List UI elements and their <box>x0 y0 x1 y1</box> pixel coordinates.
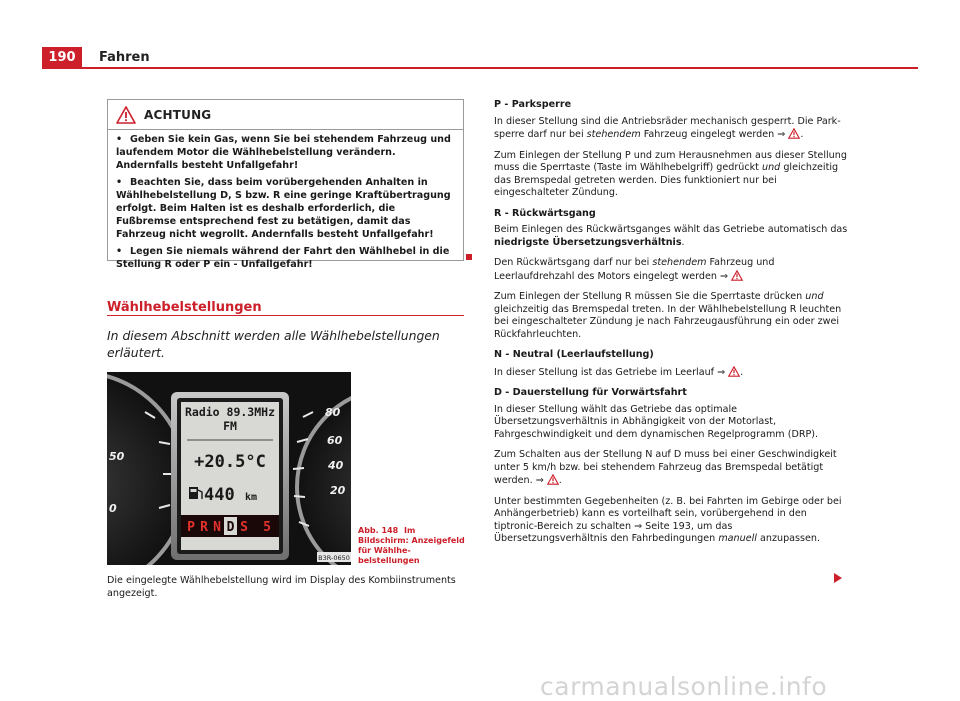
figure-description: Die eingelegte Wählhebelstellung wird im Display des Kombiinstruments angezeigt. <box>107 575 456 599</box>
gear-n: N <box>213 520 221 535</box>
heading-d: D - Dauerstellung für Vorwärtsfahrt <box>494 387 687 398</box>
display-radio: Radio 89.3MHz <box>184 405 276 419</box>
warning-ref-icon[interactable] <box>728 366 740 377</box>
instrument-cluster-figure <box>107 372 351 565</box>
paragraph-n: In dieser Stellung ist das Getriebe im Leerlauf ⇒ . <box>494 366 744 378</box>
gear-p: P <box>187 520 195 535</box>
gauge-label-20: 20 <box>330 484 346 497</box>
warning-header <box>108 100 463 130</box>
paragraph-d1: In dieser Stellung wählt das Getriebe das optimale Übersetzungsverhältnis in Abhängigkeit von der Motorlast, Fahrgeschwindigkeit und dem dynamischen Regelprogramm (DRP). <box>494 403 819 440</box>
display-band: FM <box>223 419 237 433</box>
paragraph-r3: Zum Einlegen der Stellung R müssen Sie die Sperrtaste drücken und gleichzeitig das Bremspedal treten. In der Wählhebelstellung R leuchten bei eingeschalteter Zündung je nach Fahrzeugausführung ein oder zwei Rückfahrleuchten. <box>494 291 842 340</box>
figure-code: B3R-0650 <box>318 554 350 562</box>
chapter-title: Fahren <box>99 50 150 65</box>
section-intro: In diesem Abschnitt werden alle Wählhebelstellungen erläutert. <box>107 328 440 360</box>
warning-item: • Beachten Sie, dass beim vorübergehenden Anhalten in Wählhebelstellung D, S bzw. R eine geringe Kraftübertragung erfolgt. Beim Halten ist es deshalb erforderlich, die Fußbremse entsprechend fest zu betätigen, damit das Fahrzeug nicht wegrollt. Andernfalls besteht Unfallgefahr! <box>116 177 451 240</box>
gauge-label-40: 40 <box>328 459 344 472</box>
gauge-label-50: 50 <box>109 450 125 463</box>
paragraph-d2: Zum Schalten aus der Stellung N auf D muss bei einer Geschwindigkeit unter 5 km/h bzw. bei stehendem Fahrzeug das Bremspedal betätigt werden. ⇒ . <box>494 449 837 486</box>
heading-r: R - Rückwärtsgang <box>494 207 596 219</box>
display-range-unit: km <box>245 492 258 503</box>
figure-caption <box>358 526 468 566</box>
warning-title: ACHTUNG <box>144 107 212 122</box>
gauge-label-80: 80 <box>325 406 341 419</box>
section-end-marker <box>466 254 472 260</box>
gear-s: S <box>240 520 248 535</box>
paragraph-d3: Unter bestimmten Gegebenheiten (z. B. bei Fahrten im Gebirge oder bei Anhängerbetrieb) kann es vorteilhaft sein, vorübergehend in den tiptronic-Bereich zu schalten ⇒ Seite 193, um das Übersetzungsverhältnis den Fahrbedingungen manuell anzupassen. <box>494 495 842 544</box>
right-column <box>494 99 848 554</box>
figure-caption-text: Im Bildschirm: Anzeigefeld für Wählhebelstellungen <box>358 526 465 565</box>
warning-box <box>107 99 464 271</box>
watermark: carmanualsonline.info <box>540 672 828 701</box>
heading-n: N - Neutral (Leerlaufstellung) <box>494 349 654 360</box>
gear-d: D <box>226 520 235 535</box>
paragraph-r2: Den Rückwärtsgang darf nur bei stehendem Fahrzeug und Leerlaufdrehzahl des Motors eingelegt werden ⇒ <box>494 257 775 282</box>
warning-ref-icon[interactable] <box>731 270 743 281</box>
display-range: 440 <box>204 485 235 505</box>
page-number: 190 <box>42 47 82 67</box>
warning-ref-icon[interactable] <box>547 474 559 485</box>
heading-p: P - Parksperre <box>494 99 572 110</box>
gear-5: 5 <box>263 520 271 535</box>
gauge-label-60: 60 <box>327 434 343 447</box>
warning-body <box>108 130 463 272</box>
warning-ref-icon[interactable] <box>788 128 800 139</box>
figure-number: Abb. 148 <box>358 526 399 535</box>
display-temperature: +20.5°C <box>194 452 266 472</box>
section-rule <box>107 315 464 316</box>
section-title: Wählhebelstellungen <box>107 300 262 315</box>
warning-triangle-icon <box>116 106 136 124</box>
paragraph-p2: Zum Einlegen der Stellung P und zum Herausnehmen aus dieser Stellung muss die Sperrtaste (Taste im Wählhebelgriff) gedrückt und gleichzeitig das Bremspedal getreten werden. Dies funktioniert nur bei eingeschalteter Zündung. <box>494 149 847 198</box>
paragraph-p1: In dieser Stellung sind die Antriebsräder mechanisch gesperrt. Die Parksperre darf nur bei stehendem Fahrzeug eingelegt werden ⇒ . <box>494 115 841 140</box>
continue-arrow-icon <box>834 573 842 583</box>
warning-item: • Legen Sie niemals während der Fahrt den Wählhebel in die Stellung R oder P ein - Unfallgefahr! <box>116 246 450 271</box>
gauge-label-0: 0 <box>109 502 117 515</box>
header-rule <box>42 67 918 69</box>
gear-r: R <box>200 520 208 535</box>
paragraph-r1: Beim Einlegen des Rückwärtsganges wählt das Getriebe automatisch das niedrigste Übersetzungsverhältnis. <box>494 224 848 248</box>
warning-item: • Geben Sie kein Gas, wenn Sie bei stehendem Fahrzeug und laufendem Motor die Wählhebelstellung verändern. Andernfalls besteht Unfallgefahr! <box>116 134 451 171</box>
instrument-cluster-image <box>107 372 351 565</box>
